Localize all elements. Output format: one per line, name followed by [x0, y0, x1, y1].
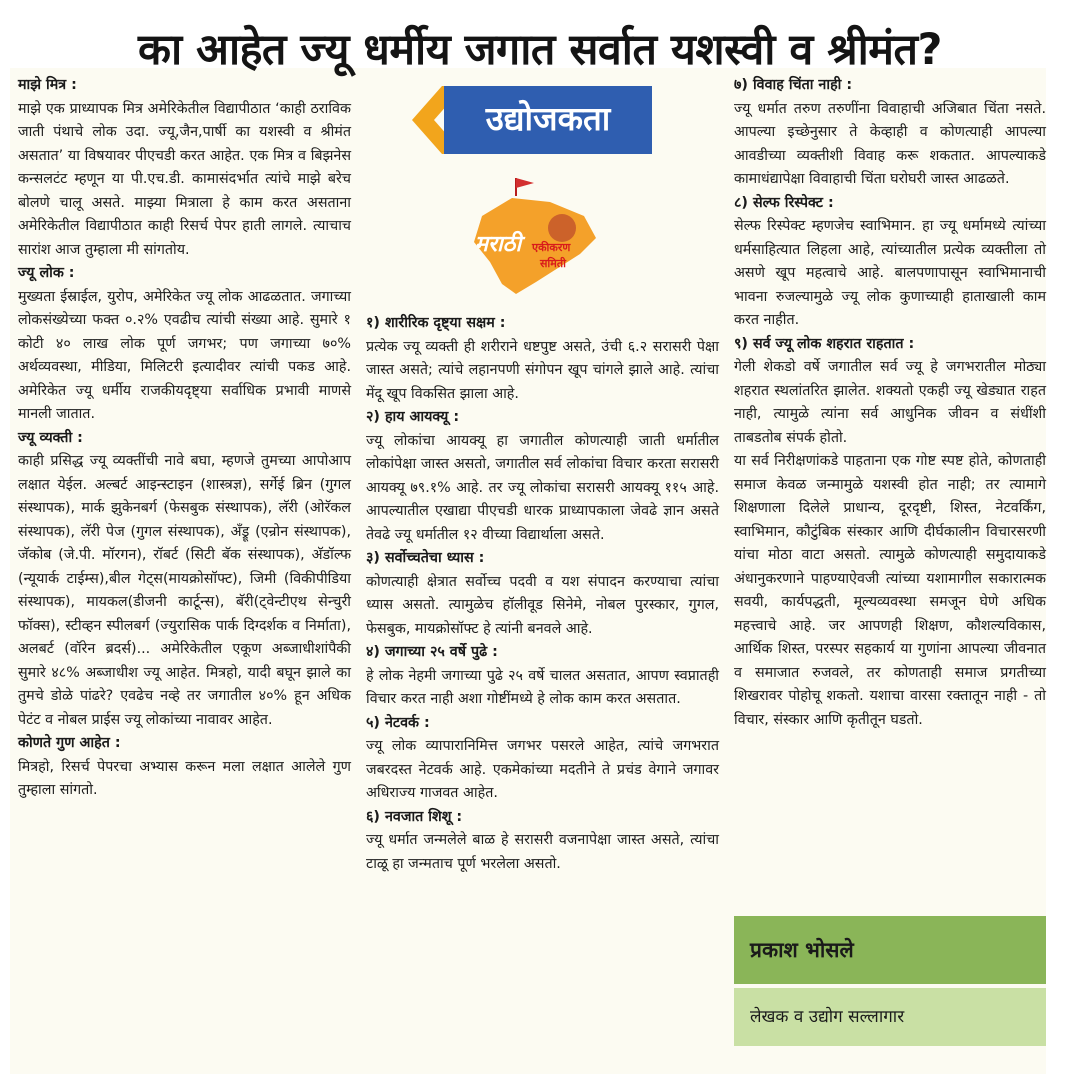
section-heading: ८) सेल्फ रिस्पेक्ट :	[734, 194, 834, 211]
column-3	[734, 74, 1046, 732]
paragraph: माझे एक प्राध्यापक मित्र अमेरिकेतील विद्यापीठात ‘काही ठराविक जाती पंथाचे लोक उदा. ज्यू,जैन,पार्षी का यशस्वी व श्रीमंत असतात’ या विषयावर पीएचडी करत आहेत. एक मित्र व बिझनेस कन्सलटंट म्हणून या पी.एच.डी. कामासंदर्भात त्यांचे माझे बरेच बोलणे चालू असते. माझ्या मित्राला हे काम करत असताना अमेरिकेतील विद्यापीठात काही रिसर्च पेपर हाती लागले. त्याचाच सारांश आज तुम्हाला मी सांगतोय.	[18, 100, 351, 258]
author-box	[734, 916, 1046, 1046]
logo-word: मराठी	[474, 232, 522, 257]
author-role: लेखक व उद्योग सल्लागार	[750, 1007, 905, 1027]
section-heading: ज्यू व्यक्ती :	[18, 429, 83, 446]
section-heading: १) शारीरिक दृष्ट्या सक्षम :	[366, 315, 506, 331]
paragraph: मुख्यता ईस्राईल, युरोप, अमेरिकेत ज्यू लोक आढळतात. जगाच्या लोकसंख्येच्या फक्त ०.२% एवढीच त्यांची संख्या आहे. सुमारे १ कोटी ४० लाख लोक पूर्ण जगभर; पण जगाच्या ७०% अर्थव्यवस्था, मीडिया, मिलिटरी इत्यादीवर त्यांची पकड आहे. अमेरिकेत ज्यू धर्मीय राजकीयदृष्ट्या सर्वाधिक प्रभावी माणसे मानली जातात.	[18, 288, 351, 422]
section-heading: २) हाय आयक्यू :	[366, 409, 460, 425]
paragraph: ज्यू धर्मात जन्मलेले बाळ हे सरासरी वजनापेक्षा जास्त असते, त्यांचा टाळू हा जन्मताच पूर्ण भरलेला असतो.	[366, 832, 719, 872]
paragraph: ज्यू लोक व्यापारानिमित्त जगभर पसरले आहेत, त्यांचे जगभरात जबरदस्त नेटवर्क आहे. एकमेकांच्या मदतीने ते प्रचंड वेगाने जगावर अधिराज्य गाजवत आहेत.	[366, 738, 719, 801]
paragraph: हे लोक नेहमी जगाच्या पुढे २५ वर्षे चालत असतात, आपण स्वप्नातही विचार करत नाही अशा गोष्टींमध्ये हे लोक काम करत असतात.	[366, 667, 719, 707]
section-heading: ७) विवाह चिंता नाही :	[734, 77, 853, 93]
section-heading: ५) नेटवर्क :	[366, 714, 430, 731]
headline: का आहेत ज्यू धर्मीय जगात सर्वात यशस्वी व श्रीमंत?	[138, 25, 942, 75]
logo-subtitle-1: एकीकरण	[532, 241, 571, 254]
paragraph: ज्यू धर्मात तरुण तरुणींना विवाहाची अजिबात चिंता नसते. आपल्या इच्छेनुसार ते केव्हाही व कोणत्याही आपल्या आवडीच्या व्यक्तीशी विवाह करू शकतात. आपल्याकडे कामाधंद्यापेक्षा विवाहाची चिंता घरोघरी जास्त आढळते.	[734, 100, 1046, 187]
section-heading: कोणते गुण आहेत :	[18, 735, 121, 751]
marathi-ekikaran-samiti-logo	[462, 176, 602, 304]
column-2	[366, 312, 719, 876]
section-heading: ३) सर्वोच्चतेचा ध्यास :	[366, 550, 485, 566]
section-heading: ४) जगाच्या २५ वर्षे पुढे :	[366, 644, 498, 660]
section-heading: ९) सर्व ज्यू लोक शहरात राहतात :	[734, 335, 915, 352]
paragraph: गेली शेकडो वर्षे जगातील सर्व ज्यू हे जगभरातील मोठ्या शहरात स्थलांतरित झालेत. शक्यतो एकही ज्यू खेड्यात राहत नाही, त्यामुळे त्यांना सर्व आधुनिक जीवन व संधींशी ताबडतोब संपर्क होतो.	[734, 359, 1046, 446]
paragraph: काही प्रसिद्ध ज्यू व्यक्तींची नावे बघा, म्हणजे तुमच्या आपोआप लक्षात येईल. अल्बर्ट आइन्स्टाइन (शास्त्रज्ञ), सर्गेई ब्रिन (गुगल संस्थापक), मार्क झुकेनबर्ग (फेसबुक संस्थापक), लॅरी (ओरॅकल संस्थापक), लॅरी पेज (गुगल संस्थापक), अँड्रू (एन्रोन संस्थापक), जॅकोब (जे.पी. मॉरगन), रॉबर्ट (सिटी बॅक संस्थापक), अ‍ॅडॉल्फ (न्यूयार्क टाईम्स),बील गेट्स(मायक्रोसॉफ्ट), जिमी (विकीपीडिया संस्थापक), मायकल(डीजनी कार्टून्स), बॅरी(ट्वेन्टीएथ सेन्चुरी फॉक्स), स्टीव्हन स्पीलबर्ग (ज्युरासिक पार्क दिग्दर्शक व निर्माता), अलबर्ट (वॉरेन ब्रदर्स)... अमेरिकेतील एकूण अब्जाधीशांपैकी सुमारे ४८% अब्जाधीश ज्यू आहेत. मित्रहो, यादी बघून झाले का तुमचे डोळे पांढरे? एवढेच नव्हे तर जगातील ४०% हून अधिक पेटंट व नोबल प्राईस ज्यू लोकांच्या नावावर आहेत.	[18, 453, 351, 728]
column-1	[18, 74, 351, 803]
paragraph: मित्रहो, रिसर्च पेपरचा अभ्यास करून मला लक्षात आलेले गुण तुम्हाला सांगतो.	[18, 758, 351, 798]
paragraph: कोणत्याही क्षेत्रात सर्वोच्च पदवी व यश संपादन करण्याचा त्यांचा ध्यास असतो. त्यामुळेच हॉलीवूड सिनेमे, नोबल पुरस्कार, गुगल, फेसबुक, मायक्रोसॉफ्ट हे त्यांनी बनवले आहे.	[366, 573, 719, 637]
section-heading: माझे मित्र :	[18, 77, 77, 93]
paragraph: सेल्फ रिस्पेक्ट म्हणजेच स्वाभिमान. हा ज्यू धर्मामध्ये त्यांच्या धर्मसाहित्यात लिहला आहे, त्यांच्यातील प्रत्येक व्यक्तीला तो असणे खूप महत्वाचे आहे. बालपणापासून स्वाभिमानाची भावना रुजल्यामुळे ज्यू लोक कुणाच्याही हाताखाली काम करत नाहीत.	[734, 218, 1046, 328]
author-name: प्रकाश भोसले	[750, 938, 854, 962]
section-tag	[412, 86, 652, 154]
author-role-background	[734, 988, 1046, 1046]
logo-subtitle-2: समिती	[540, 257, 566, 270]
tag-label: उद्योजकता	[485, 99, 611, 138]
author-name-background	[734, 916, 1046, 984]
paragraph: या सर्व निरीक्षणांकडे पाहताना एक गोष्ट स्पष्ट होते, कोणताही समाज केवळ जन्मामुळे यशस्वी होत नाही; तर त्यामागे शिक्षणाला दिलेले प्राधान्य, दूरदृष्टी, शिस्त, नेटवर्किंग, स्वाभिमान, कौटुंबिक संस्कार आणि दीर्घकालीन विचारसरणी यांचा मोठा वाटा असतो. त्यामुळे कोणत्याही समुदायाकडे अंधानुकरणाने पाहण्याऐवजी त्यांच्या यशामागील सकारात्मक सवयी, कार्यपद्धती, मूल्यव्यवस्था समजून घेणे अधिक महत्त्वाचे आहे. जर आपणही शिक्षण, कौशल्यविकास, आर्थिक शिस्त, परस्पर सहकार्य या गुणांना आपल्या जीवनात व समाजात रुजवले, तर कोणताही समाज प्रगतीच्या शिखरावर पोहोचू शकतो. यशाचा वारसा रक्तातून नाही - तो विचार, संस्कार आणि कृतीतून घडतो.	[734, 453, 1046, 728]
paragraph: प्रत्येक ज्यू व्यक्ती ही शरीराने धष्टपुष्ट असते, उंची ६.२ सरासरी पेक्षा जास्त असते; त्यांचे लहानपणी संगोपन खूप चांगले झाले आहे. त्यांचा मेंदू खूप विकसित झाला आहे.	[366, 338, 719, 402]
section-heading: ज्यू लोक :	[18, 265, 75, 281]
paragraph: ज्यू लोकांचा आयक्यू हा जगातील कोणत्याही जाती धर्मातील लोकांपेक्षा जास्त असतो, जगातील सर्व लोकांचा विचार करता सरासरी आयक्यू ७९.१% आहे. तर ज्यू लोकांचा सरासरी आयक्यू ११५ आहे. आपल्यातील एखाद्या पीएचडी धारक प्राध्यापकाला जेवढे ज्ञान असते तेवढे ज्यू धर्मातील १२ वीच्या विद्यार्थाला असते.	[366, 432, 719, 543]
section-heading: ६) नवजात शिशू :	[366, 808, 463, 825]
